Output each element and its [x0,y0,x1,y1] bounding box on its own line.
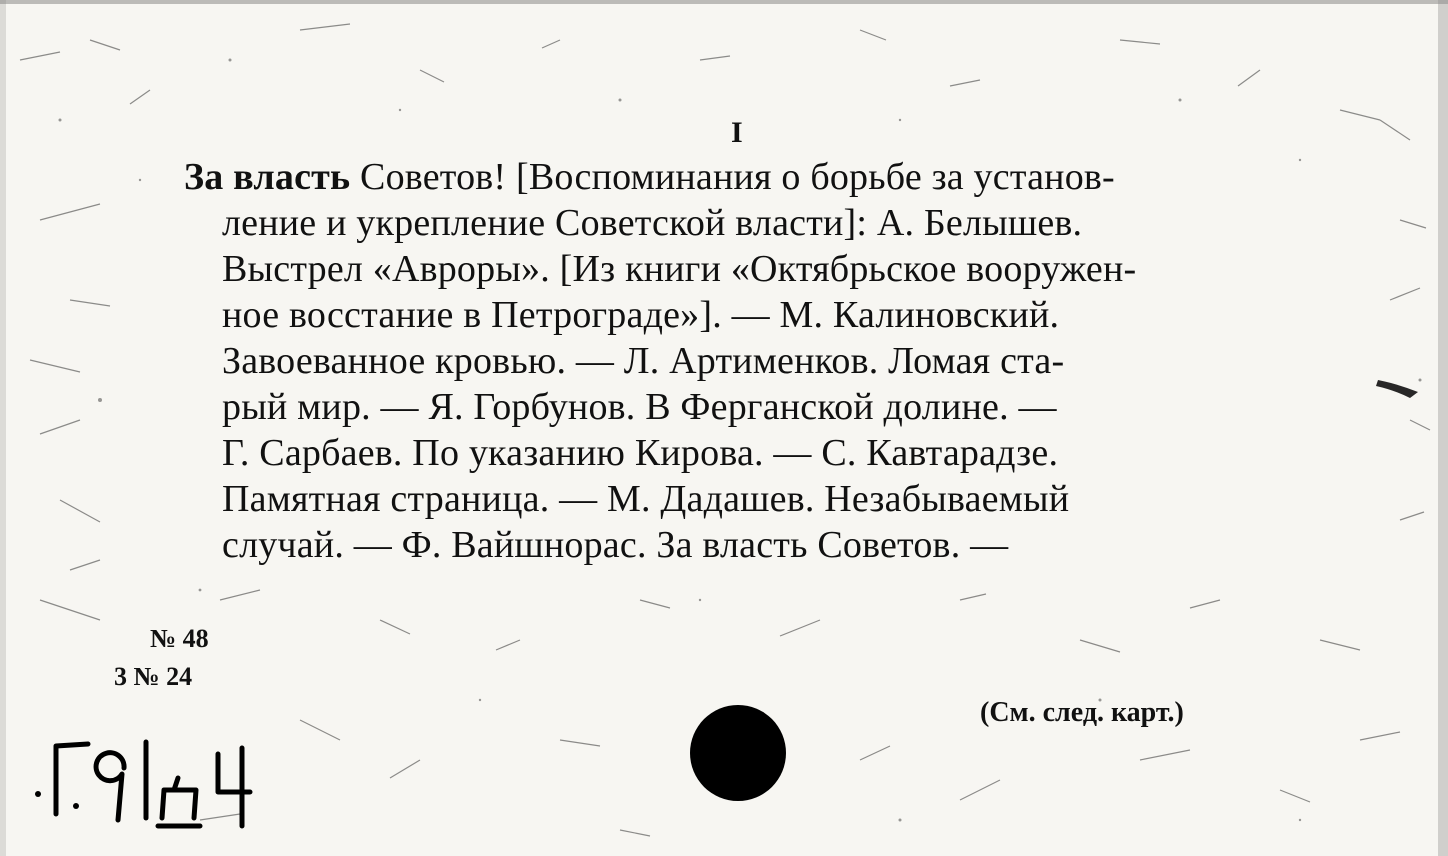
shelf-mark-2: 3 № 24 [114,662,193,691]
entry-title-bold: За власть [184,156,351,198]
handwritten-call-number [28,734,268,830]
entry-line: ное восстание в Петрограде»]. — М. Калиновский. [222,294,1060,336]
entry-line: случай. — Ф. Вайшнорас. За власть Советов. — [222,524,1009,566]
entry-line: Завоеванное кровью. — Л. Артименков. Ломая ста- [222,340,1065,382]
entry-line: Г. Сарбаев. По указанию Кирова. — С. Кавтарадзе. [222,432,1059,474]
continuation-note: (См. след. карт.) [980,697,1184,728]
entry-line [184,154,1388,200]
bibliographic-entry [184,154,1388,568]
entry-line: ление и укрепление Советской власти]: А. Белышев. [222,202,1083,244]
entry-line-text: Советов! [Воспоминания о борьбе за установ- [350,156,1115,198]
punch-hole [690,705,786,801]
entry-line: Памятная страница. — М. Дадашев. Незабываемый [222,478,1070,520]
entry-line: Выстрел «Авроры». [Из книги «Октябрьское вооружен- [222,248,1137,290]
shelf-mark-1: № 48 [150,624,209,653]
card-number: I [731,116,743,149]
entry-line: рый мир. — Я. Горбунов. В Ферганской долине. — [222,386,1057,428]
